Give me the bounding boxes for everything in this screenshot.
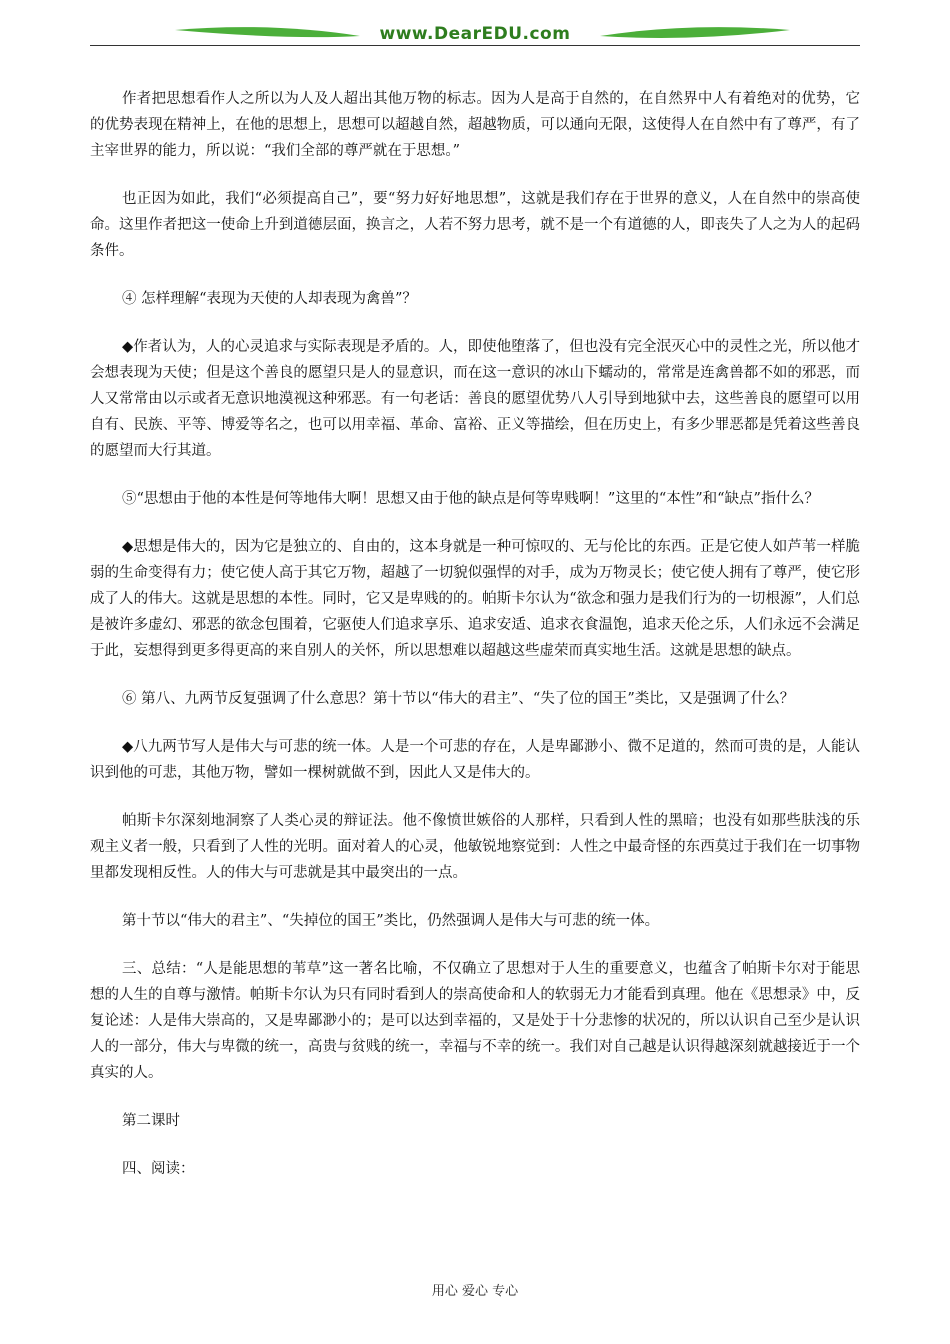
question-heading: ⑤“思想由于他的本性是何等地伟大啊！思想又由于他的缺点是何等卑贱啊！”这里的“本性”和“缺点”指什么？ <box>122 491 819 507</box>
header-divider <box>90 45 860 46</box>
section-heading: 第二课时 <box>122 1113 180 1129</box>
summary-paragraph: 三、总结：“人是能思想的苇草”这一著名比喻，不仅确立了思想对于人生的重要意义，也蕴含了帕斯卡尔对于能思想的人生的自尊与激情。帕斯卡尔认为只有同时看到人的崇高使命和人的软弱无力才能看到真理。他在《思想录》中，反复论述：人是伟大崇高的，又是卑鄙渺小的；是可以达到幸福的，又是处于十分悲惨的状况的，所以认识自己至少是认识人的一部分，伟大与卑微的统一，高贵与贫贱的统一，幸福与不幸的统一。我们对自己越是认识得越深刻就越接近于一个真实的人。 <box>90 961 860 1081</box>
paragraph: ◆思想是伟大的，因为它是独立的、自由的，这本身就是一种可惊叹的、无与伦比的东西。正是它使人如芦苇一样脆弱的生命变得有力；使它使人高于其它万物，超越了一切貌似强悍的对手，成为万物灵长；使它使人拥有了尊严，使它形成了人的伟大。这就是思想的本性。同时，它又是卑贱的的。帕斯卡尔认为“欲念和强力是我们行为的一切根源”，人们总是被许多虚幻、邪恶的欲念包围着，它驱使人们追求享乐、追求安适、追求衣食温饱，追求天伦之乐，人们永远不会满足于此，妄想得到更多得更高的来自别人的关怀，所以思想难以超越这些虚荣而真实地生活。这就是思想的缺点。 <box>90 539 860 659</box>
paragraph: 第十节以“伟大的君主”、“失掉位的国王”类比，仍然强调人是伟大与可悲的统一体。 <box>122 913 660 929</box>
question-heading: ⑥ 第八、九两节反复强调了什么意思？第十节以“伟大的君主”、“失了位的国王”类比，又是强调了什么？ <box>122 691 795 707</box>
section-heading: 四、阅读： <box>122 1161 195 1177</box>
paragraph: 帕斯卡尔深刻地洞察了人类心灵的辩证法。他不像愤世嫉俗的人那样，只看到人性的黑暗；也没有如那些肤浅的乐观主义者一般，只看到了人性的光明。面对着人的心灵，他敏锐地察觉到：人性之中最奇怪的东西莫过于我们在一切事物里都发现相反性。人的伟大与可悲就是其中最突出的一点。 <box>90 813 860 881</box>
paragraph: 也正因为如此，我们“必须提高自己”，要“努力好好地思想”，这就是我们存在于世界的意义，人在自然中的崇高使命。这里作者把这一使命上升到道德层面，换言之，人若不努力思考，就不是一个有道德的人，即丧失了人之为人的起码条件。 <box>90 191 860 259</box>
paragraph: 作者把思想看作人之所以为人及人超出其他万物的标志。因为人是高于自然的，在自然界中人有着绝对的优势，它的优势表现在精神上，在他的思想上，思想可以超越自然，超越物质，可以通向无限，这使得人在自然中有了尊严，有了主宰世界的能力，所以说：“我们全部的尊严就在于思想。” <box>90 91 860 159</box>
document-body <box>90 86 860 1182</box>
site-logo[interactable]: www.DearEDU.com <box>379 24 571 44</box>
page-footer: 用心 爱心 专心 <box>431 1284 519 1299</box>
site-header <box>90 18 860 52</box>
paragraph: ◆作者认为，人的心灵追求与实际表现是矛盾的。人，即使他堕落了，但也没有完全泯灭心中的灵性之光，所以他才会想表现为天使；但是这个善良的愿望只是人的显意识，而在这一意识的冰山下蠕动的，常常是连禽兽都不如的邪恶，而人又常常由以示或者无意识地漠视这种邪恶。有一句老话：善良的愿望优势八人引导到地狱中去，这些善良的愿望可以用自有、民族、平等、博爱等名之，也可以用幸福、革命、富裕、正义等描绘，但在历史上，有多少罪恶都是凭着这些善良的愿望而大行其道。 <box>90 339 860 459</box>
paragraph: ◆八九两节写人是伟大与可悲的统一体。人是一个可悲的存在，人是卑鄙渺小、微不足道的，然而可贵的是，人能认识到他的可悲，其他万物，譬如一棵树就做不到，因此人又是伟大的。 <box>90 739 860 781</box>
question-heading: ④ 怎样理解“表现为天使的人却表现为禽兽”？ <box>122 291 417 307</box>
